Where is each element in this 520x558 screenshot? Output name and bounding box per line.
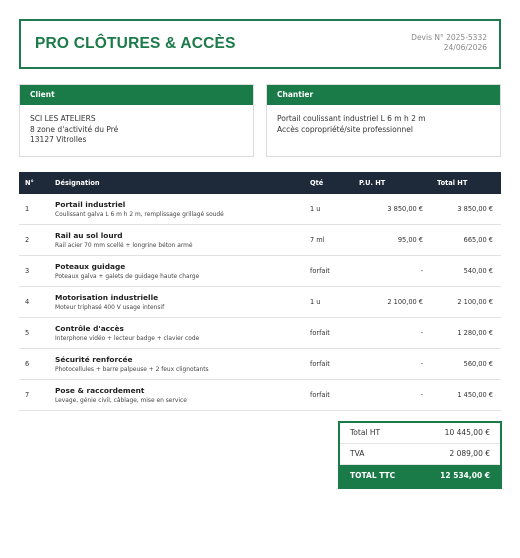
col-header-qty: Qté xyxy=(310,172,357,194)
row-total: 3 850,00 € xyxy=(427,194,501,225)
row-qty: 1 u xyxy=(310,194,357,225)
row-unit-price: 3 850,00 € xyxy=(357,194,427,225)
table-row xyxy=(19,225,501,256)
document-header xyxy=(19,19,501,69)
quote-number: Devis N° 2025-5332 xyxy=(411,33,487,42)
total-ht-row xyxy=(340,423,500,444)
client-line: 13127 Vitrolles xyxy=(30,135,87,144)
item-title: Motorisation industrielle xyxy=(55,293,159,302)
item-description: Rail acier 70 mm scellé + longrine béton armé xyxy=(55,243,193,249)
row-unit-price: - xyxy=(357,318,427,349)
items-table xyxy=(19,172,501,411)
row-qty: forfait xyxy=(310,380,357,411)
client-line: 8 zone d'activité du Pré xyxy=(30,124,119,134)
col-header-total: Total HT xyxy=(427,172,501,194)
row-number: 5 xyxy=(19,318,55,349)
col-header-no: N° xyxy=(19,172,55,194)
row-designation xyxy=(55,318,310,349)
table-row xyxy=(19,256,501,287)
client-line: SCI LES ATELIERS xyxy=(30,114,96,123)
row-qty: 7 ml xyxy=(310,225,357,256)
col-header-unit-price: P.U. HT xyxy=(357,172,427,194)
row-total: 1 280,00 € xyxy=(427,318,501,349)
row-unit-price: 2 100,00 € xyxy=(357,287,427,318)
table-row xyxy=(19,287,501,318)
quote-meta xyxy=(411,33,487,53)
item-description: Photocellules + barre palpeuse + 2 feux clignotants xyxy=(55,367,209,373)
item-title: Rail au sol lourd xyxy=(55,231,123,240)
table-row xyxy=(19,194,501,225)
row-total: 665,00 € xyxy=(427,225,501,256)
item-title: Poteaux guidage xyxy=(55,262,126,271)
row-unit-price: - xyxy=(357,256,427,287)
row-number: 4 xyxy=(19,287,55,318)
client-address xyxy=(20,105,253,155)
quote-date: 24/06/2026 xyxy=(443,43,487,52)
row-designation xyxy=(55,349,310,380)
col-header-designation: Désignation xyxy=(55,172,310,194)
row-total: 540,00 € xyxy=(427,256,501,287)
row-total: 2 100,00 € xyxy=(427,287,501,318)
total-ttc-value: 12 534,00 € xyxy=(440,471,490,480)
tva-value: 2 089,00 € xyxy=(449,449,490,458)
site-box xyxy=(266,84,501,157)
row-number: 6 xyxy=(19,349,55,380)
row-total: 1 450,00 € xyxy=(427,380,501,411)
row-qty: forfait xyxy=(310,349,357,380)
tva-row xyxy=(340,444,500,465)
total-ttc-label: TOTAL TTC xyxy=(350,471,396,480)
row-unit-price: - xyxy=(357,380,427,411)
totals-box xyxy=(338,421,502,489)
item-title: Portail industriel xyxy=(55,200,126,209)
row-number: 1 xyxy=(19,194,55,225)
row-qty: 1 u xyxy=(310,287,357,318)
row-unit-price: - xyxy=(357,349,427,380)
table-row xyxy=(19,318,501,349)
item-title: Contrôle d'accès xyxy=(55,324,124,333)
item-description: Poteaux galva + galets de guidage haute charge xyxy=(55,274,200,280)
item-description: Interphone vidéo + lecteur badge + clavier code xyxy=(55,336,200,342)
row-total: 560,00 € xyxy=(427,349,501,380)
total-ht-value: 10 445,00 € xyxy=(444,428,490,437)
table-header-row xyxy=(19,172,501,194)
row-designation xyxy=(55,380,310,411)
row-designation xyxy=(55,225,310,256)
site-box-title: Chantier xyxy=(267,85,500,105)
row-qty: forfait xyxy=(310,318,357,349)
item-description: Coulissant galva L 6 m h 2 m, remplissage grillagé soudé xyxy=(55,212,224,218)
row-number: 2 xyxy=(19,225,55,256)
row-designation xyxy=(55,194,310,225)
item-title: Pose & raccordement xyxy=(55,386,145,395)
item-description: Moteur triphasé 400 V usage intensif xyxy=(55,305,165,311)
row-qty: forfait xyxy=(310,256,357,287)
row-unit-price: 95,00 € xyxy=(357,225,427,256)
row-number: 3 xyxy=(19,256,55,287)
table-row xyxy=(19,380,501,411)
row-designation xyxy=(55,287,310,318)
site-description xyxy=(267,105,500,144)
client-box xyxy=(19,84,254,157)
item-title: Sécurité renforcée xyxy=(55,355,133,364)
company-name: PRO CLÔTURES & ACCÈS xyxy=(35,35,236,52)
site-line: Accès copropriété/site professionnel xyxy=(277,124,413,134)
tva-label: TVA xyxy=(350,449,365,458)
total-ttc-row xyxy=(340,465,500,487)
item-description: Levage, génie civil, câblage, mise en service xyxy=(55,398,187,404)
row-number: 7 xyxy=(19,380,55,411)
total-ht-label: Total HT xyxy=(350,428,381,437)
client-box-title: Client xyxy=(20,85,253,105)
table-row xyxy=(19,349,501,380)
row-designation xyxy=(55,256,310,287)
site-line: Portail coulissant industriel L 6 m h 2 m xyxy=(277,114,426,123)
